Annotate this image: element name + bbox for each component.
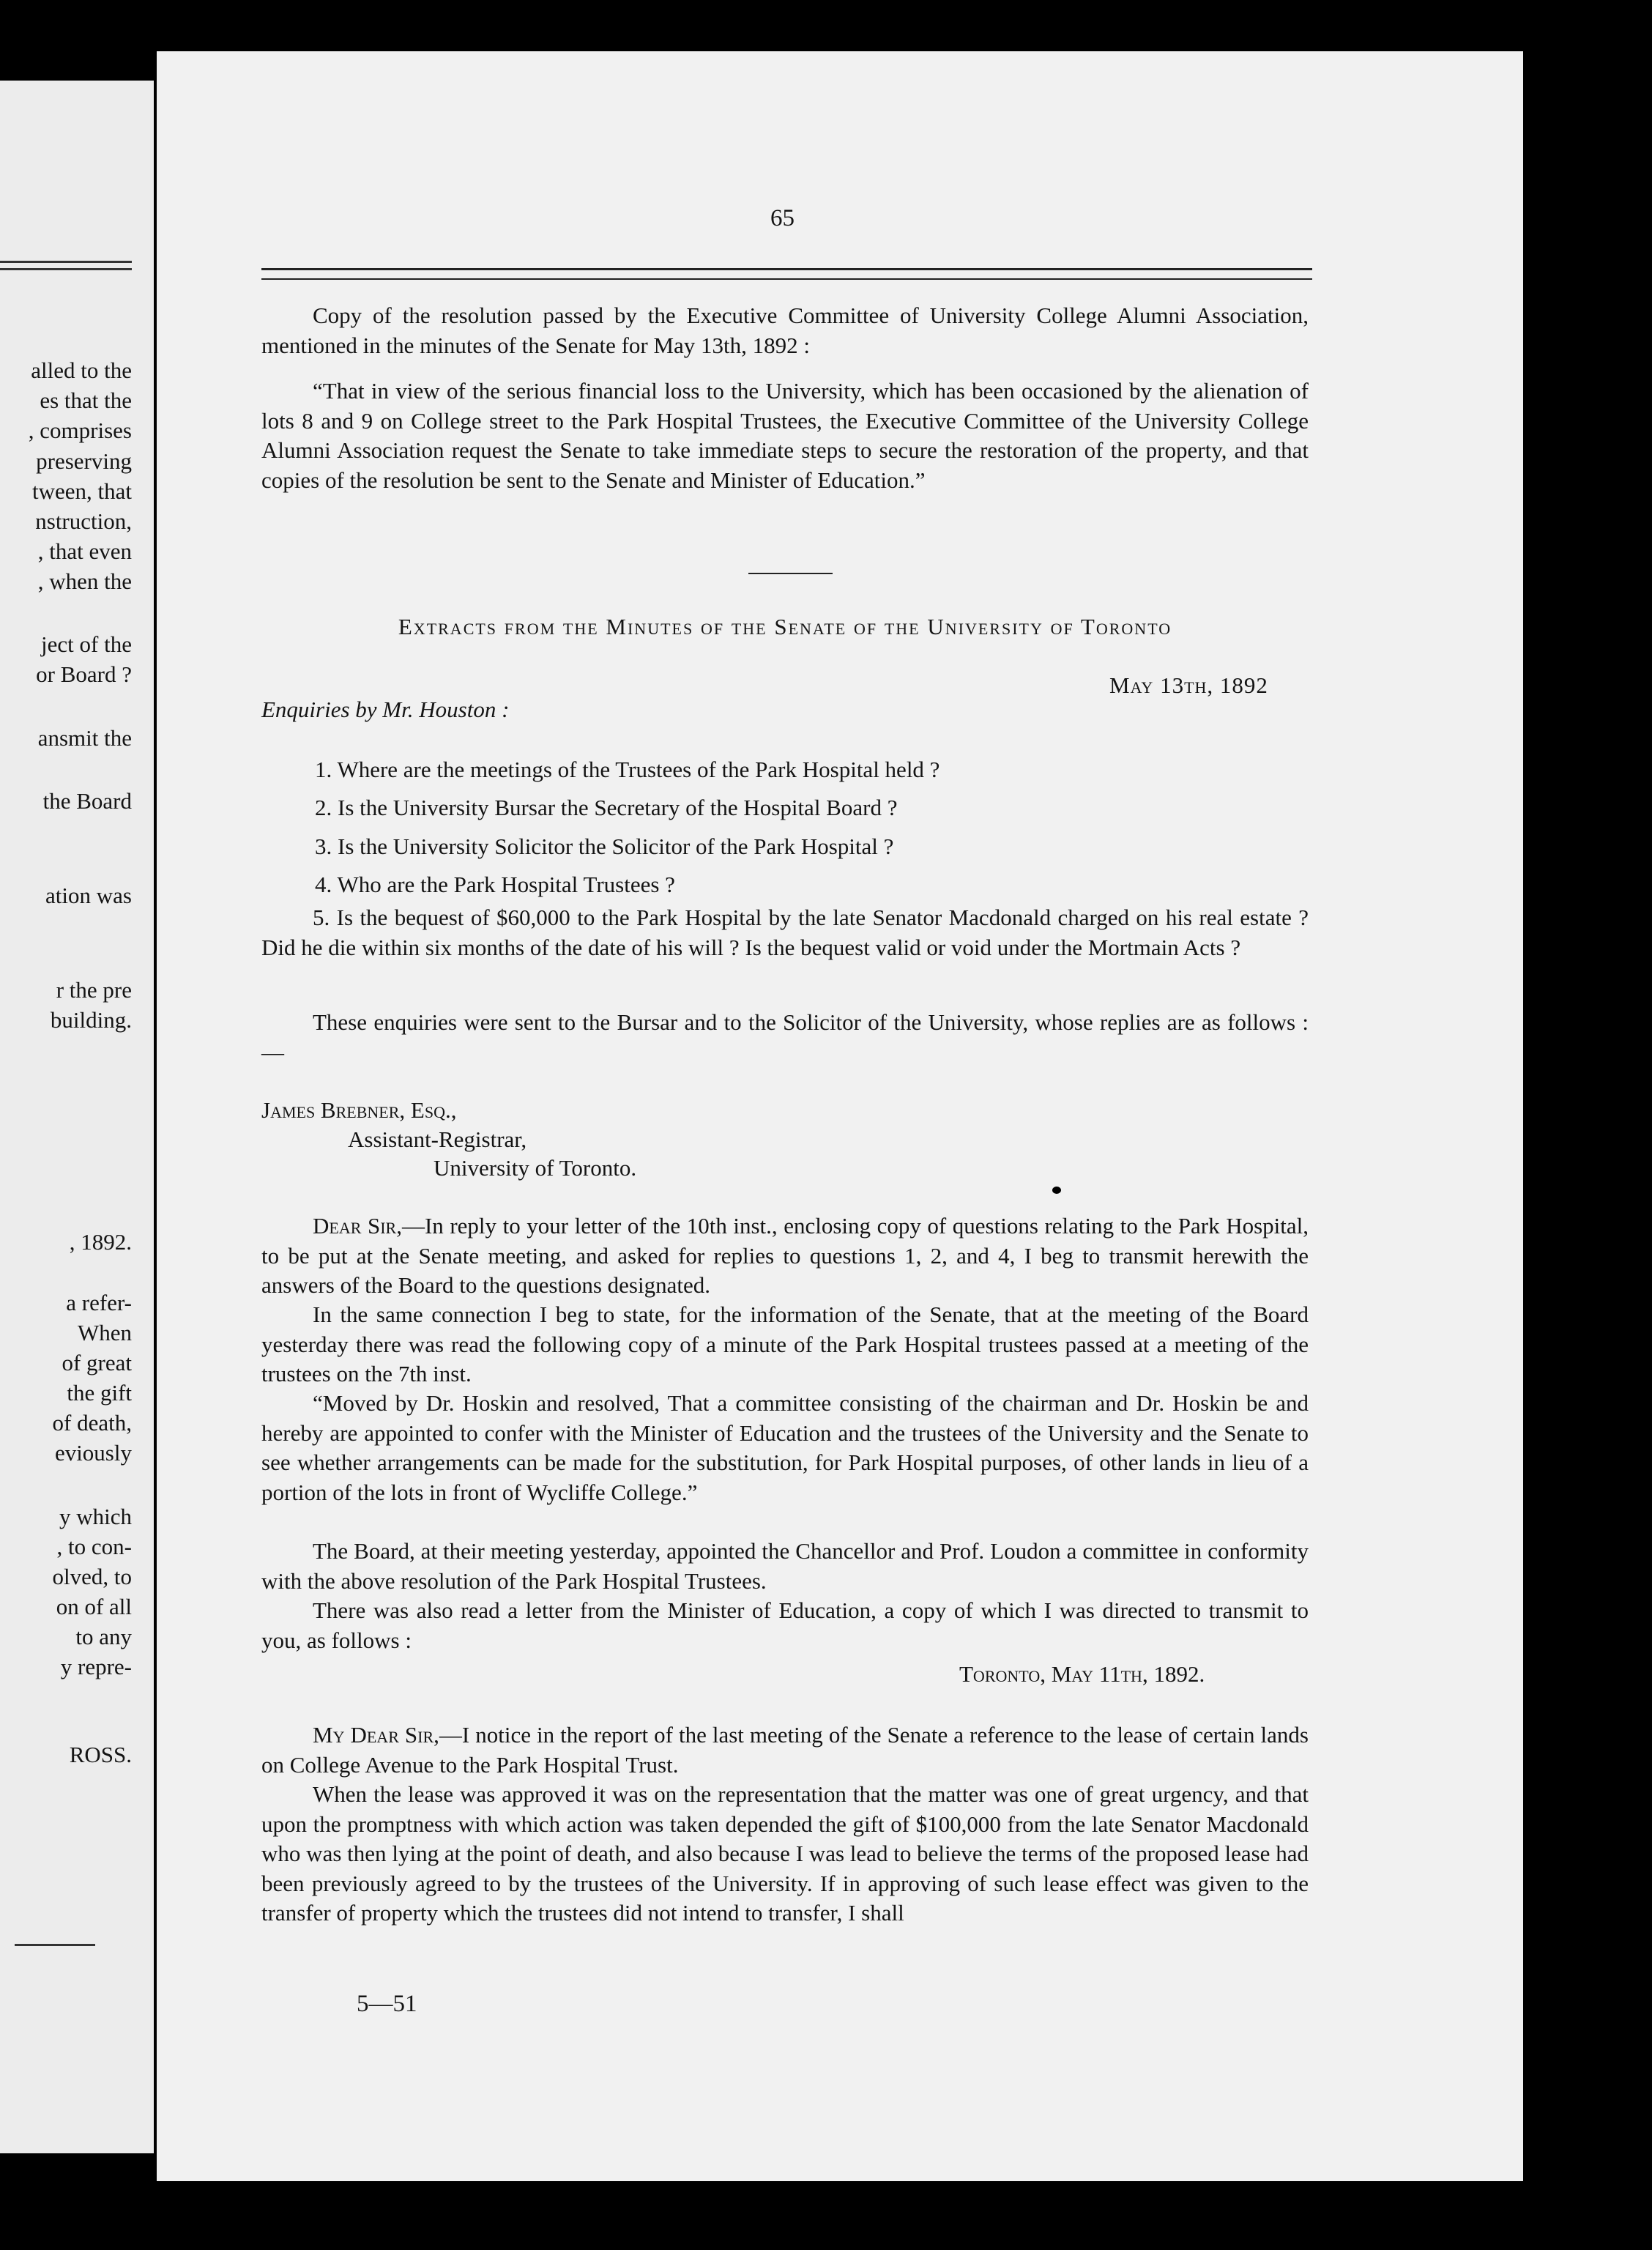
previous-page-fragment: r the pre: [56, 977, 132, 1003]
previous-page-fragment: preserving: [36, 448, 132, 474]
previous-page-fragment: nstruction,: [35, 508, 132, 534]
previous-page-fragment: the Board: [42, 788, 132, 814]
previous-page-fragment: , that even: [37, 538, 132, 564]
salutation: My Dear Sir,: [313, 1722, 439, 1748]
previous-page-fragment: of great: [62, 1350, 132, 1375]
previous-page-fragment: eviously: [54, 1440, 132, 1466]
previous-page-fragment: ROSS.: [69, 1742, 132, 1767]
previous-page-rule: [15, 1944, 95, 1946]
previous-page-edge: [0, 81, 154, 2153]
signature-mark: 5—51: [357, 1991, 417, 2017]
previous-page-fragment: on of all: [56, 1594, 132, 1619]
letter-paragraph: “Moved by Dr. Hoskin and resolved, That a committee consisting of the chairman and Dr. Hoskin be and hereby are appointed to confer with the Minister of Education and the trustees of the University and the Senate to see whether arrangements can be made for the substitution, for Park Hospital purposes, of other lands in lieu of a portion of the lots in front of Wycliffe College.”: [261, 1390, 1309, 1505]
previous-page-rule: [0, 261, 132, 263]
address-line: James Brebner, Esq.,: [261, 1097, 457, 1123]
previous-page-fragment: olved, to: [52, 1564, 132, 1589]
address-name: [261, 1099, 456, 1121]
previous-page-fragment: y which: [59, 1504, 132, 1529]
page-number: 65: [770, 205, 795, 231]
previous-page-fragment: of death,: [52, 1410, 132, 1436]
previous-page-fragment: ansmit the: [37, 725, 132, 751]
letter-paragraph: In the same connection I beg to state, for the information of the Senate, that at the meeting of the Board yesterday there was read the following copy of a minute of the Park Hospital trustees passed at a meeting of the trustees on the 7th inst.: [261, 1302, 1309, 1386]
header-rule: [261, 268, 1312, 270]
extracts-heading: Extracts from the Minutes of the Senate of the University of Toronto: [398, 614, 1172, 639]
previous-page-fragment: ject of the: [41, 631, 132, 657]
letter-paragraph: The Board, at their meeting yesterday, appointed the Chancellor and Prof. Loudon a committee in conformity with the above resolution of the Park Hospital Trustees.: [261, 1538, 1309, 1594]
previous-page-fragment: the gift: [67, 1380, 132, 1406]
previous-page-fragment: a refer-: [66, 1290, 132, 1315]
previous-page-fragment: es that the: [40, 387, 132, 413]
enquiries-sent-paragraph: These enquiries were sent to the Bursar and to the Solicitor of the University, whose replies are as follows :—: [261, 1009, 1309, 1065]
list-item: 4. Who are the Park Hospital Trustees ?: [315, 872, 675, 897]
question-5: 5. Is the bequest of $60,000 to the Park Hospital by the late Senator Macdonald charged on his real estate ? Did he die within six months of the date of his will ? Is the bequest valid or void under the Mortmain Acts ?: [261, 905, 1309, 960]
previous-page-fragment: to any: [75, 1624, 132, 1649]
enquiries-label: Enquiries by Mr. Houston :: [261, 697, 510, 722]
list-item: 2. Is the University Bursar the Secretary of the Hospital Board ?: [315, 795, 898, 820]
address-line: Assistant-Registrar,: [348, 1126, 527, 1152]
previous-page-fragment: , 1892.: [69, 1229, 132, 1255]
previous-page-fragment: , when the: [37, 568, 132, 594]
previous-page-fragment: alled to the: [31, 357, 132, 383]
list-item: 3. Is the University Solicitor the Solicitor of the Park Hospital ?: [315, 833, 894, 859]
intro-paragraph: Copy of the resolution passed by the Executive Committee of University College Alumni Association, mentioned in the minutes of the Senate for May 13th, 1892 :: [261, 302, 1309, 358]
previous-page-fragment: , to con-: [56, 1534, 132, 1559]
address-line: University of Toronto.: [434, 1155, 637, 1181]
letter-paragraph: [261, 1720, 1309, 1780]
salutation: Dear Sir,: [313, 1213, 402, 1239]
list-item: 1. Where are the meetings of the Trustees of the Park Hospital held ?: [315, 757, 940, 782]
previous-page-fragment: ation was: [45, 883, 132, 908]
previous-page-fragment: tween, that: [31, 478, 132, 504]
letter-text: —In reply to your letter of the 10th inst., enclosing copy of questions relating to the Park Hospital, to be put at the Senate meeting, and asked for replies to questions 1, 2, and 4, I beg to transmit herewith the answers of the Board to the questions designated.: [261, 1213, 1309, 1298]
letter-paragraph: When the lease was approved it was on the representation that the matter was one of great urgency, and that upon the promptness with which action was taken depended the gift of $100,000 from the late Senator Macdonald who was then lying at the point of death, and also because I was lead to believe the terms of the proposed lease had been previously agreed to by the trustees of the University. If in approving of such lease effect was given to the transfer of property which the trustees did not intend to transfer, I shall: [261, 1781, 1309, 1926]
toronto-date: Toronto, May 11th, 1892.: [959, 1661, 1205, 1687]
section-divider: [748, 573, 833, 574]
previous-page-fragment: building.: [50, 1007, 132, 1033]
previous-page-fragment: y repre-: [60, 1654, 132, 1679]
previous-page-fragment: or Board ?: [36, 661, 132, 687]
ink-speck: [1637, 448, 1644, 464]
header-rule: [261, 278, 1312, 280]
ink-speck: [1052, 1187, 1061, 1194]
previous-page-fragment: When: [77, 1320, 132, 1345]
letter-paragraph: [261, 1211, 1309, 1301]
previous-page-rule: [0, 268, 132, 270]
date-line: May 13th, 1892: [1109, 672, 1268, 698]
letter-text: —I notice in the report of the last meeting of the Senate a reference to the lease of certain lands on College Avenue to the Park Hospital Trust.: [261, 1722, 1309, 1778]
letter-paragraph: There was also read a letter from the Minister of Education, a copy of which I was directed to transmit to you, as follows :: [261, 1597, 1309, 1653]
resolution-paragraph: “That in view of the serious financial loss to the University, which has been occasioned by the alienation of lots 8 and 9 on College street to the Park Hospital Trustees, the Executive Committee of the University College Alumni Association request the Senate to take immediate steps to secure the restoration of the property, and that copies of the resolution be sent to the Senate and Minister of Education.”: [261, 378, 1309, 493]
previous-page-fragment: , comprises: [28, 417, 132, 443]
